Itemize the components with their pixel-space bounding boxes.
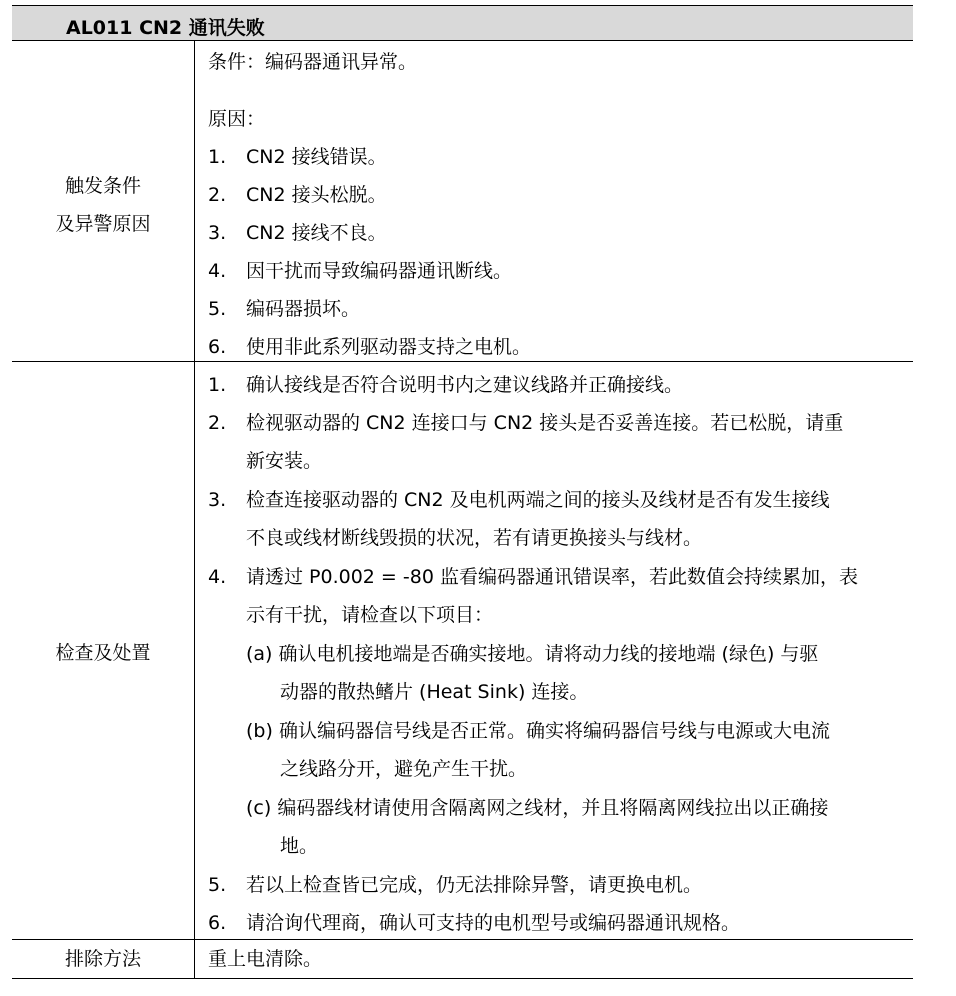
step-continuation: 示有干扰，请检查以下项目： [246, 604, 494, 626]
sub-item: (a) 确认电机接地端是否确实接地。请将动力线的接地端 (绿色) 与驱 [246, 643, 819, 665]
column-divider [194, 41, 195, 978]
cause-item: 6. 使用非此系列驱动器支持之电机。 [208, 336, 532, 358]
step-continuation: 不良或线材断线毁损的状况，若有请更换接头与线材。 [246, 527, 703, 549]
condition-text: 条件：编码器通讯异常。 [208, 51, 418, 73]
sub-continuation: 地。 [280, 835, 319, 857]
cause-item: 4. 因干扰而导致编码器通讯断线。 [208, 260, 513, 282]
alarm-title: AL011 CN2 通讯失败 [66, 17, 265, 39]
sub-continuation: 之线路分开，避免产生干扰。 [280, 758, 528, 780]
cause-heading: 原因： [208, 108, 266, 130]
table-bottom-border [12, 978, 913, 979]
sub-item: (b) 确认编码器信号线是否正常。确实将编码器信号线与电源或大电流 [246, 720, 830, 742]
check-label: 检查及处置 [55, 642, 151, 664]
trigger-label-line2: 及异警原因 [55, 213, 151, 235]
trigger-label-line1: 触发条件 [64, 175, 141, 197]
alarm-table [12, 5, 913, 979]
table-header [12, 5, 913, 41]
resolution-text: 重上电清除。 [208, 948, 323, 970]
cause-item: 2. CN2 接头松脱。 [208, 184, 387, 206]
step-item: 2. 检视驱动器的 CN2 连接口与 CN2 接头是否妥善连接。若已松脱，请重 [208, 412, 844, 434]
resolution-label: 排除方法 [64, 948, 141, 970]
sub-item: (c) 编码器线材请使用含隔离网之线材，并且将隔离网线拉出以正确接 [246, 797, 829, 819]
step-item: 1. 确认接线是否符合说明书内之建议线路并正确接线。 [208, 374, 684, 396]
step-continuation: 新安装。 [246, 450, 323, 472]
cause-item: 1. CN2 接线错误。 [208, 146, 387, 168]
step-item: 3. 检查连接驱动器的 CN2 及电机两端之间的接头及线材是否有发生接线 [208, 489, 830, 511]
step-item: 5. 若以上检查皆已完成，仍无法排除异警，请更换电机。 [208, 874, 703, 896]
cause-item: 5. 编码器损坏。 [208, 298, 361, 320]
sub-continuation: 动器的散热鳍片 (Heat Sink) 连接。 [280, 681, 589, 703]
step-item: 4. 请透过 P0.002 = -80 监看编码器通讯错误率，若此数值会持续累加，表 [208, 566, 858, 588]
step-item: 6. 请洽询代理商，确认可支持的电机型号或编码器通讯规格。 [208, 912, 741, 934]
cause-item: 3. CN2 接线不良。 [208, 222, 387, 244]
